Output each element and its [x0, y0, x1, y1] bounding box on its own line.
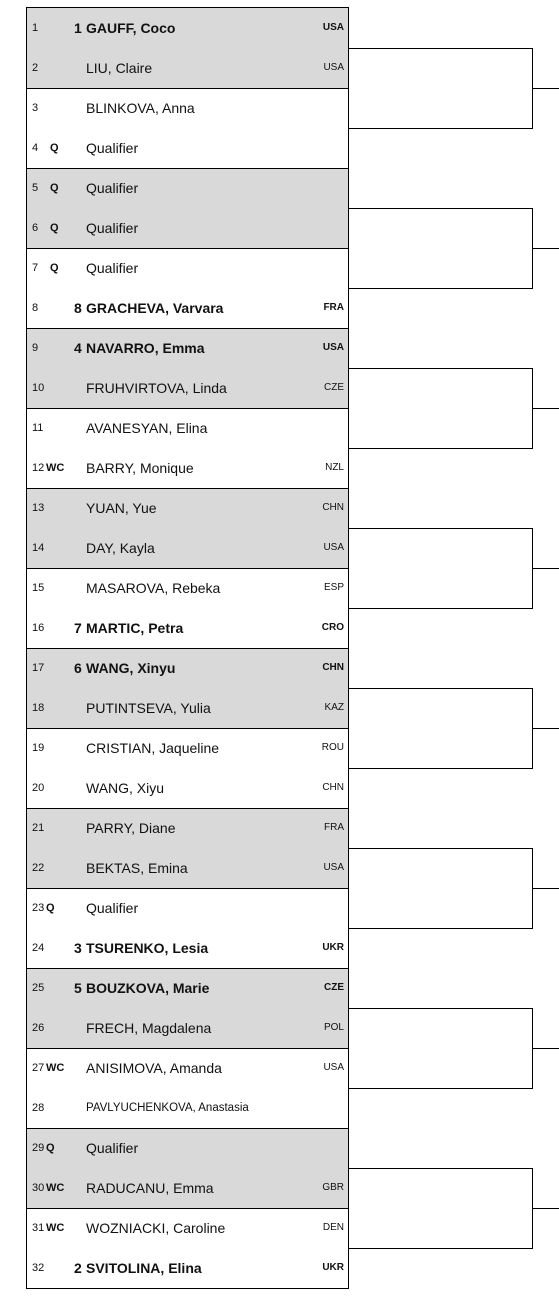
seed-number: 2 — [74, 1260, 82, 1276]
player-country: CRO — [321, 622, 344, 633]
draw-position-number: 13 — [32, 502, 45, 514]
player-name: PUTINTSEVA, Yulia — [86, 700, 211, 716]
player-country: USA — [323, 542, 344, 553]
player-country: USA — [322, 22, 344, 33]
entry-tag: WC — [46, 1222, 65, 1234]
player-country: FRA — [323, 302, 344, 313]
draw-position-number: 29 — [32, 1142, 45, 1154]
draw-position-number: 31 — [32, 1222, 45, 1234]
seed-number: 6 — [74, 660, 82, 676]
entry-tag: Q — [46, 902, 55, 914]
player-name: DAY, Kayla — [86, 540, 155, 556]
player-country: USA — [323, 1062, 344, 1073]
player-name: BOUZKOVA, Marie — [86, 980, 210, 996]
player-name: FRUHVIRTOVA, Linda — [86, 380, 227, 396]
player-country: UKR — [322, 942, 344, 953]
player-name: BLINKOVA, Anna — [86, 100, 195, 116]
player-country: FRA — [324, 822, 344, 833]
seed-number: 1 — [74, 20, 82, 36]
bracket-connector — [349, 849, 533, 929]
draw-position-number: 15 — [32, 582, 45, 594]
seed-number: 8 — [74, 300, 82, 316]
player-country: NZL — [325, 462, 344, 473]
player-name: WANG, Xiyu — [86, 780, 165, 796]
player-name: TSURENKO, Lesia — [86, 940, 209, 956]
draw-position-number: 14 — [32, 542, 45, 554]
draw-position-number: 10 — [32, 382, 45, 394]
bracket-connector — [349, 689, 533, 769]
entry-tag: WC — [46, 1062, 65, 1074]
draw-position-number: 9 — [32, 342, 39, 354]
player-name: GAUFF, Coco — [86, 20, 176, 36]
player-country: CHN — [322, 662, 344, 673]
player-name: LIU, Claire — [86, 60, 153, 76]
seed-number: 4 — [74, 340, 82, 356]
draw-position-number: 23 — [32, 902, 45, 914]
player-name: YUAN, Yue — [86, 500, 157, 516]
player-name: SVITOLINA, Elina — [86, 1260, 202, 1276]
draw-position-number: 28 — [32, 1102, 45, 1114]
player-name: ANISIMOVA, Amanda — [86, 1060, 222, 1076]
entry-tag: Q — [50, 142, 59, 154]
player-country: UKR — [322, 1262, 344, 1273]
draw-position-number: 19 — [32, 742, 45, 754]
draw-position-number: 4 — [32, 142, 39, 154]
bracket-connector — [349, 529, 533, 609]
draw-position-number: 32 — [32, 1262, 45, 1274]
entry-tag: Q — [50, 262, 59, 274]
entry-tag: Q — [46, 1142, 55, 1154]
bracket-connector — [349, 369, 533, 449]
player-name: MASAROVA, Rebeka — [86, 580, 221, 596]
player-country: CZE — [324, 982, 344, 993]
draw-position-number: 5 — [32, 182, 39, 194]
draw-position-number: 7 — [32, 262, 39, 274]
player-country: CHN — [322, 782, 344, 793]
seed-number: 5 — [74, 980, 82, 996]
player-name: Qualifier — [86, 220, 139, 236]
draw-position-number: 2 — [32, 62, 39, 74]
draw-position-number: 21 — [32, 822, 45, 834]
player-name: NAVARRO, Emma — [86, 340, 205, 356]
draw-position-number: 11 — [32, 422, 44, 434]
player-country: CHN — [322, 502, 344, 513]
draw-position-number: 26 — [32, 1022, 45, 1034]
player-name: BARRY, Monique — [86, 460, 194, 476]
player-name: MARTIC, Petra — [86, 620, 184, 636]
entry-tag: Q — [50, 182, 59, 194]
seed-number: 3 — [74, 940, 82, 956]
bracket-connector — [349, 209, 533, 289]
player-name: Qualifier — [86, 1140, 139, 1156]
bracket-connector — [349, 49, 533, 129]
draw-position-number: 30 — [32, 1182, 45, 1194]
player-name: AVANESYAN, Elina — [86, 420, 208, 436]
player-country: DEN — [322, 1222, 344, 1233]
player-country: USA — [322, 342, 344, 353]
draw-position-number: 25 — [32, 982, 45, 994]
draw-position-number: 18 — [32, 702, 45, 714]
player-name: WANG, Xinyu — [86, 660, 176, 676]
draw-position-number: 12 — [32, 462, 45, 474]
player-name: RADUCANU, Emma — [86, 1180, 214, 1196]
draw-position-number: 27 — [32, 1062, 45, 1074]
player-name: FRECH, Magdalena — [86, 1020, 212, 1036]
player-name: Qualifier — [86, 180, 139, 196]
bracket-connector — [349, 1169, 533, 1249]
player-name: CRISTIAN, Jaqueline — [86, 740, 220, 756]
draw-position-number: 3 — [32, 102, 39, 114]
draw-position-number: 6 — [32, 222, 39, 234]
player-country: ROU — [321, 742, 344, 753]
player-name: PAVLYUCHENKOVA, Anastasia — [86, 1102, 249, 1114]
draw-position-number: 16 — [32, 622, 45, 634]
player-name: Qualifier — [86, 140, 139, 156]
draw-position-number: 20 — [32, 782, 45, 794]
draw-position-number: 24 — [32, 942, 45, 954]
player-country: ESP — [323, 582, 344, 593]
entry-tag: WC — [46, 1182, 65, 1194]
player-name: GRACHEVA, Varvara — [86, 300, 224, 316]
player-name: Qualifier — [86, 900, 139, 916]
seed-number: 7 — [74, 620, 82, 636]
player-country: GBR — [322, 1182, 344, 1193]
entry-tag: Q — [50, 222, 59, 234]
player-name: BEKTAS, Emina — [86, 860, 188, 876]
draw-position-number: 8 — [32, 302, 39, 314]
player-country: KAZ — [324, 702, 344, 713]
player-country: CZE — [324, 382, 344, 393]
entry-tag: WC — [46, 462, 65, 474]
draw-position-number: 17 — [32, 662, 45, 674]
draw-position-number: 1 — [32, 22, 39, 34]
player-country: USA — [323, 62, 344, 73]
player-country: USA — [323, 862, 344, 873]
player-name: PARRY, Diane — [86, 820, 176, 836]
player-name: WOZNIACKI, Caroline — [86, 1220, 226, 1236]
bracket-connector — [349, 1009, 533, 1089]
player-country: POL — [323, 1022, 344, 1033]
player-name: Qualifier — [86, 260, 139, 276]
draw-position-number: 22 — [32, 862, 45, 874]
